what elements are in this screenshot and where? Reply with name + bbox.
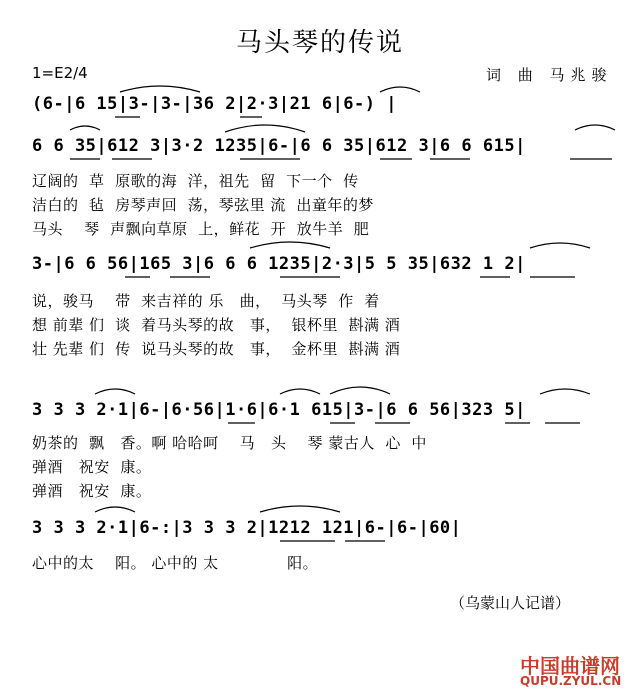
lyric-line: 想 前辈 们 谈 着马头琴的故 事， 银杯里 斟满 酒	[32, 316, 401, 334]
key-signature: 1=E2/4	[32, 64, 88, 82]
lyric-line: 奶茶的 飘 香。啊 哈哈呵 马 头 琴 蒙古人 心 中	[32, 434, 427, 452]
lyric-line: 洁白的 毡 房琴声回 荡，琴弦里 流 出童年的梦	[32, 196, 374, 214]
notation-system-4: 3 3 3 2·1|6-|6·56|1·6|6·1 615|3-|6 6 56|323 5|	[32, 400, 526, 420]
site-watermark: 中国曲谱网	[520, 654, 620, 678]
lyric-line: 马头 琴 声飘向草原 上，鲜花 开 放牛羊 肥	[32, 220, 370, 238]
lyric-line: 壮 先辈 们 传 说马头琴的故 事， 金杯里 斟满 酒	[32, 340, 401, 358]
notation-system-3: 3-|6 6 56|165 3|6 6 6 1235|2·3|5 5 35|632 1 2|	[32, 254, 526, 274]
transcriber-note: （乌蒙山人记谱）	[450, 594, 571, 612]
song-title: 马头琴的传说	[235, 28, 404, 58]
lyric-line: 弹酒 祝安 康。	[32, 458, 152, 476]
notation-system-1: (6-|6 15|3-|3-|36 2|2·3|21 6|6-) |	[32, 94, 397, 114]
lyric-line: 辽阔的 草 原歌的海 洋，祖先 留 下一个 传	[32, 172, 359, 190]
lyric-line: 说，骏马 带 来吉祥的 乐 曲， 马头琴 作 着	[32, 292, 380, 310]
lyric-line: 弹酒 祝安 康。	[32, 482, 152, 500]
site-watermark-url: QUPU.ZYUL.CN	[520, 674, 622, 688]
lyric-line: 心中的太 阳。 心中的 太 阳。	[32, 554, 319, 572]
notation-system-2: 6 6 35|612 3|3·2 1235|6-|6 6 35|612 3|6 6 615|	[32, 136, 526, 156]
credit-line: 词 曲 马兆骏	[486, 66, 613, 84]
notation-system-5: 3 3 3 2·1|6-:|3 3 3 2|1212 121|6-|6-|60|	[32, 518, 462, 538]
